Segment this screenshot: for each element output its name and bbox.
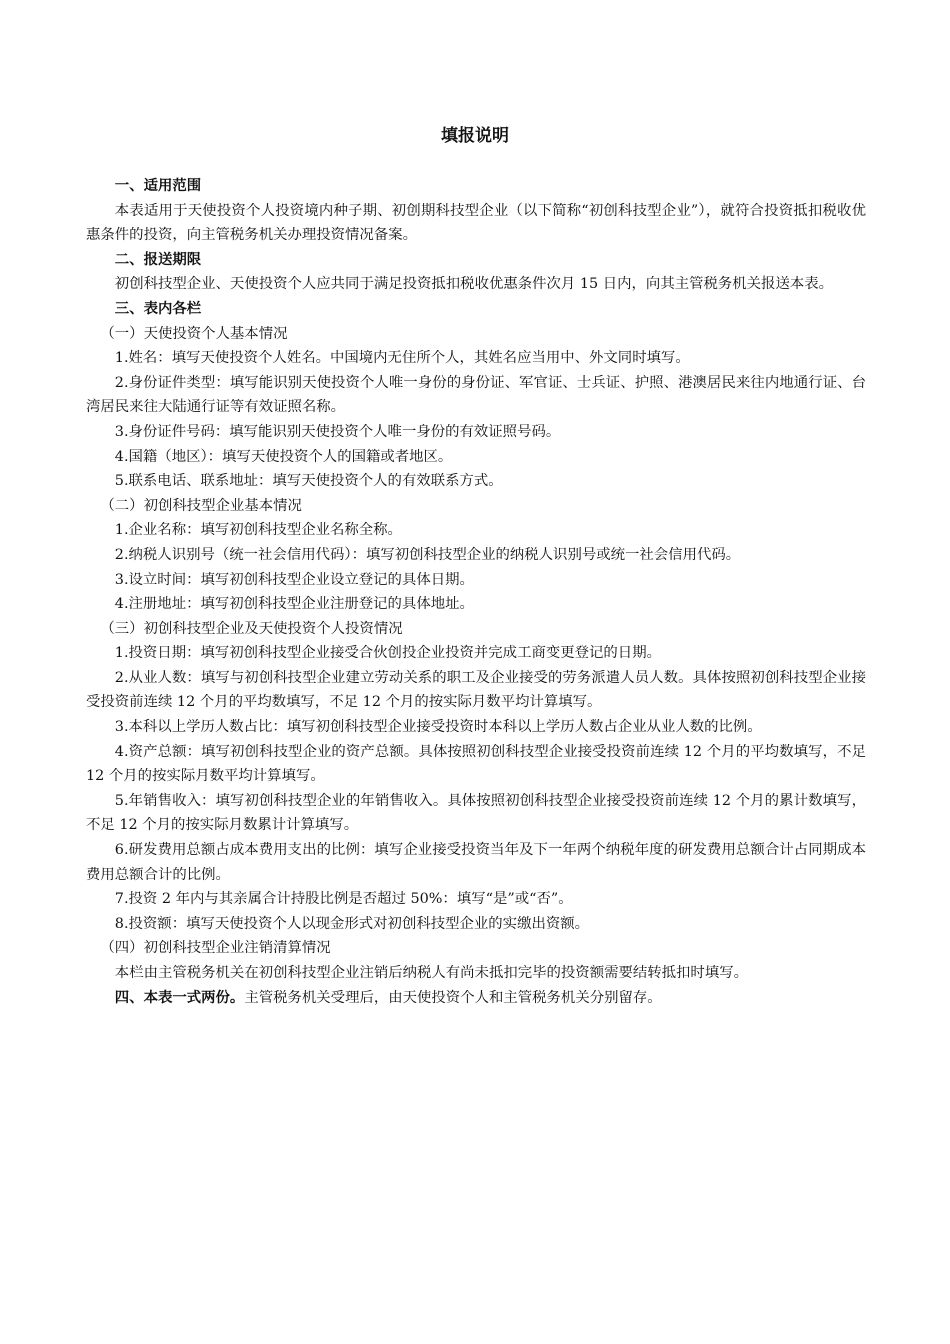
section-heading-copies: 四、本表一式两份。 [114,989,245,1006]
list-item: 8.投资额：填写天使投资个人以现金形式对初创科技型企业的实缴出资额。 [114,915,590,932]
list-item: 2.纳税人识别号（统一社会信用代码）：填写初创科技型企业的纳税人识别号或统一社会信用代码。 [114,546,741,563]
subsection-heading-enterprise: （二）初创科技型企业基本情况 [100,497,302,514]
subsection-heading-investment: （三）初创科技型企业及天使投资个人投资情况 [100,620,403,637]
section-heading-scope: 一、适用范围 [114,178,202,194]
section-heading-fields: 三、表内各栏 [114,300,202,317]
list-item: 3.本科以上学历人数占比：填写初创科技型企业接受投资时本科以上学历人数占企业从业人数的比例。 [114,719,762,736]
section-copies [86,986,866,1011]
list-item: 2.身份证件类型：填写能识别天使投资个人唯一身份的身份证、军官证、士兵证、护照、港澳居民来往内地通行证、台湾居民来往大陆通行证等有效证照名称。 [86,374,866,416]
section-text-scope: 本表适用于天使投资个人投资境内种子期、初创期科技型企业（以下简称“初创科技型企业”），就符合投资抵扣税收优惠条件的投资，向主管税务机关办理投资情况备案。 [86,202,866,244]
list-item: 4.资产总额：填写初创科技型企业的资产总额。具体按照初创科技型企业接受投资前连续 12 个月的平均数填写，不足 12 个月的按实际月数平均计算填写。 [86,743,866,785]
section-heading-deadline: 二、报送期限 [114,251,202,268]
section-text-deadline: 初创科技型企业、天使投资个人应共同于满足投资抵扣税收优惠条件次月 15 日内，向其主管税务机关报送本表。 [114,276,834,293]
list-item: 6.研发费用总额占成本费用支出的比例：填写企业接受投资当年及下一年两个纳税年度的研发费用总额合计占同期成本费用总额合计的比例。 [86,842,866,883]
list-item: 4.国籍（地区）：填写天使投资个人的国籍或者地区。 [114,448,453,465]
page-title: 填报说明 [441,126,509,146]
document-body [86,174,866,1010]
section-text-copies: 主管税务机关受理后，由天使投资个人和主管税务机关分别留存。 [244,989,662,1006]
list-item: 1.投资日期：填写初创科技型企业接受合伙创投企业投资并完成工商变更登记的日期。 [114,645,661,662]
list-item: 3.设立时间：填写初创科技型企业设立登记的具体日期。 [114,571,474,588]
subsection-text-liquidation: 本栏由主管税务机关在初创科技型企业注销后纳税人有尚未抵扣完毕的投资额需要结转抵扣时填写。 [114,965,748,981]
list-item: 5.联系电话、联系地址：填写天使投资个人的有效联系方式。 [114,473,503,490]
list-item: 3.身份证件号码：填写能识别天使投资个人唯一身份的有效证照号码。 [114,423,561,440]
list-item: 4.注册地址：填写初创科技型企业注册登记的具体地址。 [114,596,474,613]
list-item: 7.投资 2 年内与其亲属合计持股比例是否超过 50%：填写“是”或“否”。 [114,891,573,908]
subsection-heading-liquidation: （四）初创科技型企业注销清算情况 [100,940,331,957]
list-item: 1.姓名：填写天使投资个人姓名。中国境内无住所个人，其姓名应当用中、外文同时填写。 [114,350,690,367]
list-item: 1.企业名称：填写初创科技型企业名称全称。 [114,522,402,539]
subsection-heading-investor: （一）天使投资个人基本情况 [100,325,288,342]
list-item: 5.年销售收入：填写初创科技型企业的年销售收入。具体按照初创科技型企业接受投资前连续 12 个月的累计数填写，不足 12 个月的按实际月数累计计算填写。 [86,792,866,834]
list-item: 2.从业人数：填写与初创科技型企业建立劳动关系的职工及企业接受的劳务派遣人员人数。具体按照初创科技型企业接受投资前连续 12 个月的平均数填写，不足 12 个月的按实际月数平均计算填写。 [86,669,866,711]
